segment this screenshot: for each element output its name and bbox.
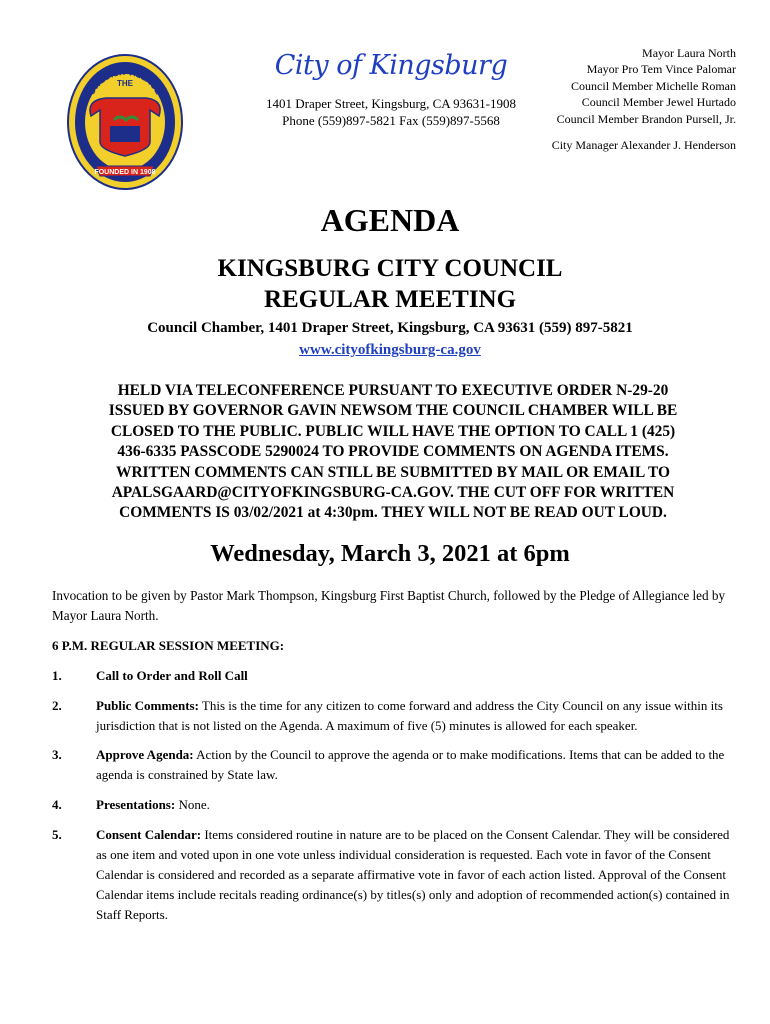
- agenda-item-label: Consent Calendar:: [96, 827, 202, 842]
- city-manager: City Manager Alexander J. Henderson: [551, 138, 736, 152]
- official-council-member: Council Member Jewel Hurtado: [581, 95, 736, 110]
- agenda-item-text: Action by the Council to approve the agenda or to make modifications. Items that can be added to the agenda is constrained by State law.: [96, 747, 725, 782]
- agenda-item: [52, 666, 736, 686]
- meeting-type-line: REGULAR MEETING: [263, 286, 517, 313]
- invocation-text: Invocation to be given by Pastor Mark Thompson, Kingsburg First Baptist Church, followed by the Pledge of Allegiance led by Mayor Laura North.: [52, 588, 726, 623]
- official-mayor: Mayor Laura North: [642, 46, 736, 60]
- agenda-item-number: 3.: [52, 747, 62, 762]
- council-title-line: KINGSBURG CITY COUNCIL: [217, 255, 563, 282]
- agenda-title: AGENDA: [320, 202, 460, 238]
- city-seal-icon: [66, 50, 184, 190]
- agenda-item: [52, 825, 736, 925]
- city-phone-fax: Phone (559)897-5821 Fax (559)897-5568: [282, 113, 500, 128]
- notice-line: COMMENTS IS 03/02/2021 at 4:30pm. THEY WILL NOT BE READ OUT LOUD.: [119, 504, 667, 522]
- city-seal-logo: [66, 50, 184, 190]
- agenda-item-label: Call to Order and Roll Call: [96, 668, 248, 683]
- notice-line: 436-6335 PASSCODE 5290024 TO PROVIDE COMMENTS ON AGENDA ITEMS.: [117, 443, 669, 461]
- agenda-item-number: 5.: [52, 827, 62, 842]
- city-name: City of Kingsburg: [274, 50, 508, 81]
- seal-top-text: THE: [117, 79, 133, 88]
- notice-line: HELD VIA TELECONFERENCE PURSUANT TO EXECUTIVE ORDER N-29-20: [117, 382, 669, 399]
- agenda-item-text: None.: [175, 797, 210, 812]
- seal-middle-text: SWEDISH VILLAGE: [86, 66, 164, 97]
- agenda-item-number: 4.: [52, 797, 62, 812]
- session-heading: 6 P.M. REGULAR SESSION MEETING:: [52, 638, 285, 653]
- council-officials: [476, 45, 736, 127]
- agenda-item-label: Approve Agenda:: [96, 747, 194, 762]
- agenda-item: [52, 696, 736, 736]
- teleconference-notice: [48, 381, 738, 524]
- notice-line: ISSUED BY GOVERNOR GAVIN NEWSOM THE COUNCIL CHAMBER WILL BE: [108, 402, 678, 420]
- council-title: [40, 253, 740, 315]
- agenda-item-label: Public Comments:: [96, 698, 199, 713]
- city-address: 1401 Draper Street, Kingsburg, CA 93631-1908: [266, 96, 516, 111]
- official-mayor-pro-tem: Mayor Pro Tem Vince Palomar: [586, 62, 736, 77]
- agenda-item: [52, 745, 736, 785]
- website-link[interactable]: www.cityofkingsburg-ca.gov: [299, 342, 481, 358]
- agenda-item-text: This is the time for any citizen to come forward and address the City Council on any issue within its jurisdiction that is not listed on the Agenda. A maximum of five (5) minutes is allowed for each speaker.: [96, 698, 723, 733]
- official-council-member: Council Member Michelle Roman: [571, 78, 736, 93]
- agenda-item-number: 1.: [52, 668, 62, 683]
- meeting-date: Wednesday, March 3, 2021 at 6pm: [210, 540, 570, 567]
- notice-line: WRITTEN COMMENTS CAN STILL BE SUBMITTED BY MAIL OR EMAIL TO: [116, 463, 670, 481]
- agenda-item-label: Presentations:: [96, 797, 176, 812]
- notice-line: CLOSED TO THE PUBLIC. PUBLIC WILL HAVE THE OPTION TO CALL 1 (425): [110, 422, 676, 440]
- agenda-item-text: Items considered routine in nature are to be placed on the Consent Calendar. They will be considered as one item and voted upon in one vote unless individual consideration is requested. Each vote in favor of the Consent Calendar is considered and recorded as a separate affirmative vote in favor of each action listed. Approval of the Consent Calendar items include recitals reading ordinance(s) by titles(s) only and adoption of recommended action(s) contained in Staff Reports.: [96, 827, 730, 922]
- agenda-item: [52, 795, 736, 815]
- notice-line: APALSGAARD@CITYOFKINGSBURG-CA.GOV. THE CUT OFF FOR WRITTEN: [111, 484, 675, 502]
- official-council-member: Council Member Brandon Pursell, Jr.: [556, 111, 736, 126]
- agenda-items: [52, 666, 736, 925]
- chamber-address: Council Chamber, 1401 Draper Street, Kingsburg, CA 93631 (559) 897-5821: [147, 320, 633, 336]
- agenda-item-number: 2.: [52, 698, 62, 713]
- seal-bottom-text: FOUNDED IN 1908: [94, 169, 156, 176]
